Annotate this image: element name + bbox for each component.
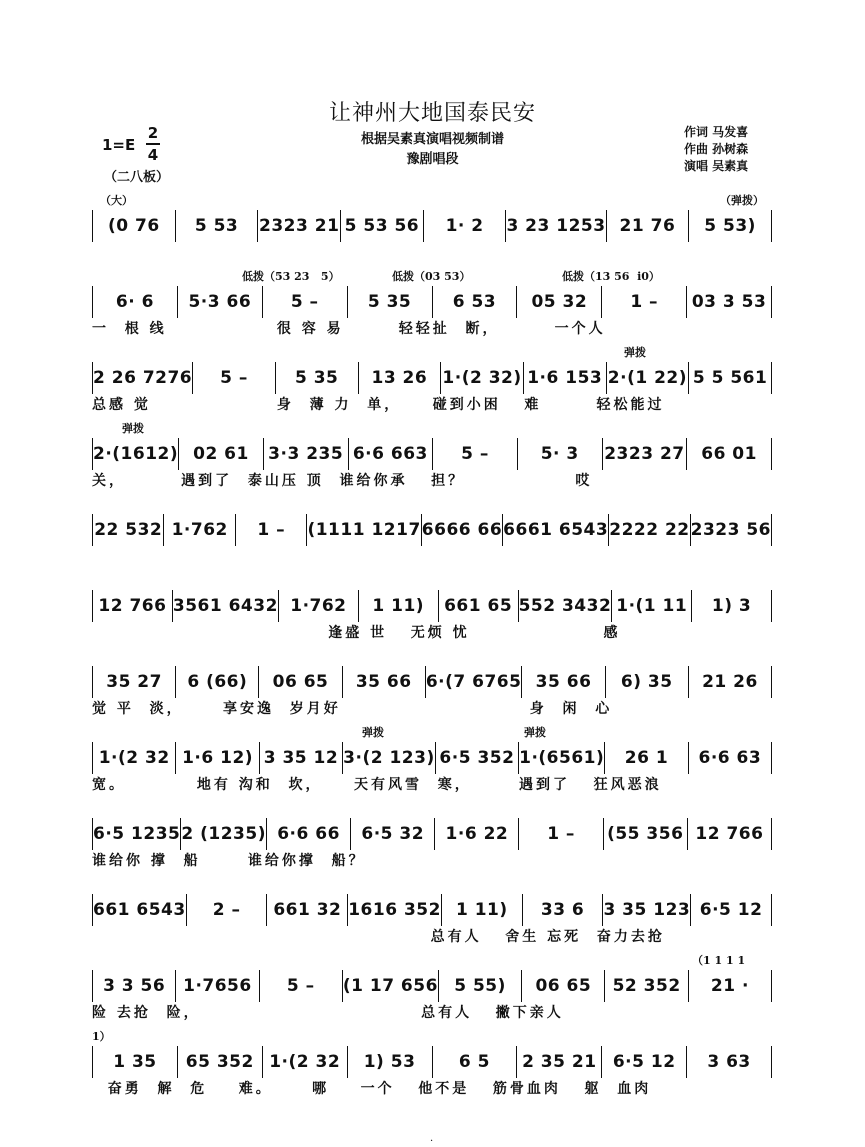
genre-note: 豫剧唱段	[406, 152, 459, 167]
score-system	[92, 1026, 772, 1102]
lyrics-line: 险 去抢 险， 总有人 撇下亲人	[92, 1005, 564, 1021]
measure: 5 5 561	[689, 362, 772, 394]
score-system	[92, 266, 772, 342]
measure: 1 –	[602, 286, 687, 318]
score-system	[92, 342, 772, 418]
credits	[684, 124, 748, 175]
instrument-cue-row	[92, 800, 772, 818]
score-system	[92, 570, 772, 646]
instrument-cue: 低拨（03 53）	[392, 270, 471, 283]
measure: 65 352	[178, 1046, 263, 1078]
score-system	[92, 418, 772, 494]
measure: 1·762	[279, 590, 359, 622]
measure: 3 3 56	[92, 970, 176, 1002]
measure: (55 356	[604, 818, 688, 850]
measure: 1·(2 32	[263, 1046, 348, 1078]
measure: 3·3 235	[264, 438, 349, 470]
measure: 3561 6432	[173, 590, 279, 622]
measure: 02 61	[179, 438, 264, 470]
measure: 21 ·	[689, 970, 772, 1002]
instrument-cue-row	[92, 496, 772, 514]
measure: 2323 56	[691, 514, 772, 546]
measure: 13 26	[359, 362, 442, 394]
measure: 5· 3	[518, 438, 603, 470]
measure: 5 35	[348, 286, 433, 318]
measure: 1·6 153	[524, 362, 607, 394]
meter-numerator: 2	[147, 124, 159, 142]
measure: 661 65	[439, 590, 519, 622]
measure: 6·(7 6765	[426, 666, 523, 698]
lyrics-line: 关， 遇到了 泰山压 顶 谁给你承 担？ 哎	[92, 473, 593, 489]
measure: 2 (1235)	[181, 818, 267, 850]
measure: 1·(2 32	[92, 742, 176, 774]
measure: 2·(1612)	[92, 438, 179, 470]
measure: 5 –	[263, 286, 348, 318]
measure: 6·5 352	[436, 742, 519, 774]
notation-row	[92, 818, 772, 850]
measure: 6·6 63	[689, 742, 772, 774]
measure: 6·5 12	[602, 1046, 687, 1078]
instrument-cue: （弹拨）	[720, 194, 764, 207]
measure: 6) 35	[606, 666, 689, 698]
notation-row	[92, 514, 772, 546]
measure: 2323 21	[258, 210, 341, 242]
measure: 2323 27	[603, 438, 688, 470]
notation-row	[92, 362, 772, 394]
measure: 6 5	[433, 1046, 518, 1078]
measure: 12 766	[688, 818, 772, 850]
measure: 22 532	[92, 514, 164, 546]
notation-row	[92, 590, 772, 622]
instrument-cue-row	[92, 952, 772, 970]
lyrics-line: 宽。 地有 沟和 坎， 天有风雪 寒， 遇到了 狂风恶浪	[92, 777, 662, 793]
measure: 1· 2	[424, 210, 507, 242]
instrument-cue-row	[92, 420, 772, 438]
source-note: 根据吴素真演唱视频制谱	[360, 132, 504, 147]
lyrics-line: 总感 觉 身 薄 力 单， 碰到小困 难 轻松能过	[92, 397, 665, 413]
measure: 33 6	[523, 894, 604, 926]
score-system	[92, 646, 772, 722]
measure: 3 35 123	[603, 894, 691, 926]
notation-row	[92, 666, 772, 698]
measure: (1111 1217	[307, 514, 421, 546]
measure: 552 3432	[519, 590, 613, 622]
instrument-cue: 弹拨	[624, 346, 646, 359]
score-header	[0, 0, 865, 190]
measure: 2 35 21	[517, 1046, 602, 1078]
measure: 05 32	[517, 286, 602, 318]
instrument-cue: （1 1 1 1	[692, 954, 746, 967]
instrument-cue-row	[92, 876, 772, 894]
measure: 35 27	[92, 666, 176, 698]
measure: 6·6 663	[349, 438, 434, 470]
score-system	[92, 494, 772, 570]
measure: 5 –	[260, 970, 343, 1002]
score-system	[92, 950, 772, 1026]
measure: 661 32	[267, 894, 348, 926]
measure: 1616 352	[348, 894, 442, 926]
measure: 6·5 12	[691, 894, 772, 926]
measure: 5 53 56	[341, 210, 424, 242]
score-system	[92, 190, 772, 266]
measure: 1·6 22	[435, 818, 519, 850]
measure: 5 53)	[689, 210, 772, 242]
composer-credit: 作曲 孙树森	[684, 142, 749, 156]
measure: 1) 53	[348, 1046, 433, 1078]
meter-divider	[146, 143, 160, 145]
singer-credit: 演唱 吴素真	[684, 159, 749, 173]
measure: 1·(6561)	[519, 742, 605, 774]
lyrics-line: 奋勇 解 危 难。 哪 一个 他不是 筋骨血肉 躯 血肉	[92, 1081, 652, 1097]
score-body	[92, 190, 772, 1102]
notation-row	[92, 742, 772, 774]
measure: 5 –	[193, 362, 276, 394]
measure: 6·5 32	[351, 818, 435, 850]
lyrics-line: 觉 平 淡， 享安逸 岁月好 身 闲 心	[92, 701, 613, 717]
measure: 6·6 66	[267, 818, 351, 850]
measure: 2 –	[187, 894, 268, 926]
score-system	[92, 798, 772, 874]
measure: 1·6 12)	[176, 742, 259, 774]
measure: 1·(1 11	[612, 590, 692, 622]
measure: 6 (66)	[176, 666, 259, 698]
measure: 6· 6	[92, 286, 178, 318]
measure: 3 35 12	[260, 742, 343, 774]
measure: 35 66	[343, 666, 426, 698]
instrument-cue: 1）	[92, 1030, 111, 1043]
measure: 26 1	[605, 742, 688, 774]
song-title: 让神州大地国泰民安	[328, 101, 536, 126]
instrument-cue-row	[92, 1028, 772, 1046]
instrument-cue-row	[92, 192, 772, 210]
measure: (1 17 656	[343, 970, 439, 1002]
measure: 661 6543	[92, 894, 187, 926]
lyrics-line: 谁给你 撑 船 谁给你撑 船？	[92, 853, 366, 869]
measure: 6666 66	[422, 514, 503, 546]
measure: 12 766	[92, 590, 173, 622]
measure: 1·762	[164, 514, 235, 546]
measure: 5 53	[176, 210, 259, 242]
notation-row	[92, 894, 772, 926]
measure: 6 53	[433, 286, 518, 318]
measure: 3 23 1253	[506, 210, 606, 242]
lyrics-line	[92, 242, 772, 262]
measure: 2·(1 22)	[607, 362, 690, 394]
score-system	[92, 722, 772, 798]
lyricist-credit: 作词 马发喜	[684, 125, 749, 139]
measure: 35 66	[522, 666, 605, 698]
measure: 1 35	[92, 1046, 178, 1078]
instrument-cue: 弹拨	[122, 422, 144, 435]
notation-row	[92, 1046, 772, 1078]
notation-row	[92, 210, 772, 242]
notation-row	[92, 438, 772, 470]
instrument-cue-row	[92, 724, 772, 742]
measure: 2 26 7276	[92, 362, 193, 394]
meter-denominator: 4	[147, 146, 159, 164]
lyrics-line: 一 根 线 很 容 易 轻轻扯 断， 一个人	[92, 321, 606, 337]
measure: 1 11)	[359, 590, 439, 622]
lyrics-line	[92, 546, 772, 566]
measure: 1 –	[519, 818, 603, 850]
measure: 6661 6543	[503, 514, 609, 546]
measure: 5 35	[276, 362, 359, 394]
instrument-cue: 弹拨	[524, 726, 546, 739]
instrument-cue-row	[92, 648, 772, 666]
time-signature	[146, 124, 160, 164]
measure: 2222 22	[609, 514, 690, 546]
measure: 3 63	[687, 1046, 772, 1078]
measure: 1 –	[236, 514, 307, 546]
tempo-marking: （二八板）	[104, 170, 170, 185]
measure: 66 01	[687, 438, 772, 470]
measure: 1·(2 32)	[441, 362, 524, 394]
measure: 06 65	[259, 666, 342, 698]
instrument-cue-row	[92, 572, 772, 590]
lyrics-line: 总有人 舍生 忘死 奋力去抢	[92, 929, 665, 945]
measure: 3·(2 123)	[343, 742, 436, 774]
measure: (0 76	[92, 210, 176, 242]
measure: 21 76	[607, 210, 690, 242]
instrument-cue: （大）	[100, 194, 133, 207]
measure: 5 –	[433, 438, 518, 470]
measure: 06 65	[522, 970, 605, 1002]
measure: 21 26	[689, 666, 772, 698]
instrument-cue: 低拨（53 23 5）	[242, 270, 340, 283]
measure: 03 3 53	[687, 286, 772, 318]
page-mark: ·	[430, 1136, 434, 1147]
measure: 1 11)	[442, 894, 523, 926]
instrument-cue-row	[92, 268, 772, 286]
notation-row	[92, 286, 772, 318]
measure: 1) 3	[692, 590, 772, 622]
instrument-cue: 弹拨	[362, 726, 384, 739]
score-system	[92, 874, 772, 950]
measure: 5 55)	[439, 970, 522, 1002]
instrument-cue-row	[92, 344, 772, 362]
measure: 1·7656	[176, 970, 259, 1002]
notation-row	[92, 970, 772, 1002]
measure: 52 352	[605, 970, 688, 1002]
measure: 6·5 1235	[92, 818, 181, 850]
instrument-cue: 低拨（13 56 i0）	[562, 270, 660, 283]
measure: 5·3 66	[178, 286, 263, 318]
key-signature: 1=E	[102, 136, 136, 154]
lyrics-line: 逢盛 世 无烦 忧 感	[92, 625, 621, 641]
